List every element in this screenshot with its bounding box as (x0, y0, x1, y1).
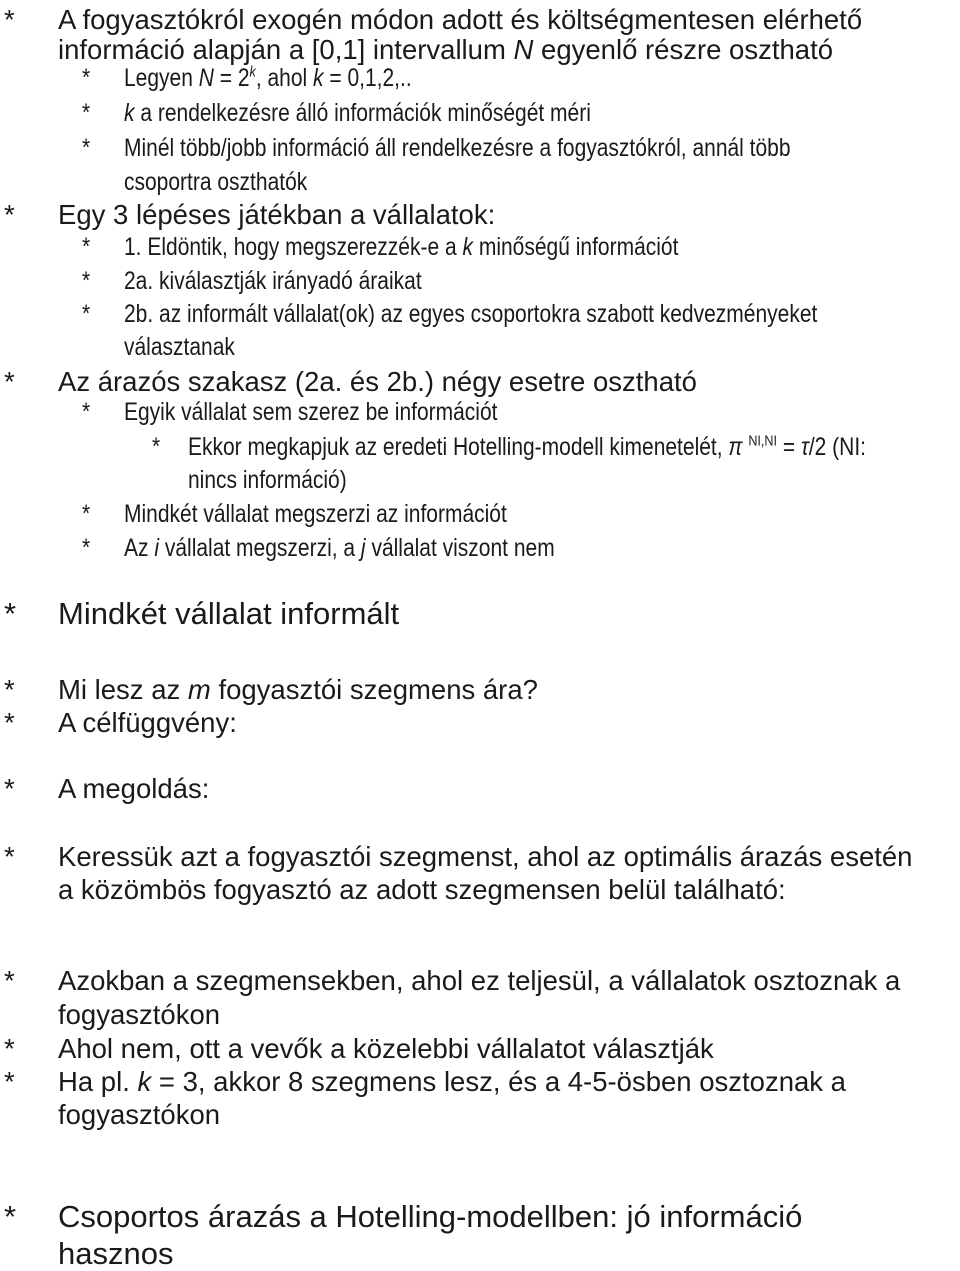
bullet-star: * (82, 300, 91, 328)
text-line-case-no-info: Egyik vállalat sem szerez be információt (124, 398, 498, 426)
text-line-case-one-info: Az i vállalat megszerzi, a j vállalat viszont nem (124, 534, 555, 562)
text-line-pricing-phase: Az árazós szakasz (2a. és 2b.) négy esetre osztható (58, 366, 697, 397)
text-line-three-step-game: Egy 3 lépéses játékban a vállalatok: (58, 199, 496, 230)
bullet-star: * (4, 1199, 17, 1234)
bullet-star: * (82, 500, 91, 528)
text-line-interval-split: információ alapján a [0,1] intervallum N egyenlő részre osztható (58, 34, 834, 65)
text-line-legyen-n: Legyen $N = 2^k$, ahol k = 0,1,2,.. (124, 63, 412, 92)
bullet-star: * (4, 596, 17, 631)
bullet-star: * (82, 233, 91, 261)
text-line-k-quality: k a rendelkezésre álló információk minőségét méri (124, 99, 591, 127)
text-line-step-2a: 2a. kiválasztják irányadó áraikat (124, 267, 422, 295)
bullet-star: * (82, 534, 91, 562)
text-line-step-1: 1. Eldöntik, hogy megszerezzék-e a k minőségű információt (124, 233, 679, 261)
text-line-step-2b: 2b. az informált vállalat(ok) az egyes csoportokra szabott kedvezményeket (124, 300, 818, 328)
bullet-star: * (4, 773, 15, 804)
text-line-example-cont: fogyasztókon (58, 1099, 221, 1130)
text-line-share-consumers-cont: fogyasztókon (58, 999, 221, 1030)
bullet-star: * (4, 366, 15, 397)
bullet-star: * (4, 1033, 15, 1064)
bullet-star: * (4, 4, 15, 35)
text-line-objective: A célfüggvény: (58, 707, 237, 738)
bullet-star: * (152, 433, 161, 461)
heading-conclusion: Csoportos árazás a Hotelling-modellben: jó információ (58, 1199, 803, 1234)
bullet-star: * (4, 674, 15, 705)
bullet-star: * (82, 99, 91, 127)
bullet-star: * (4, 1066, 15, 1097)
text-line-share-consumers: Azokban a szegmensekben, ahol ez teljesül, a vállalatok osztoznak a (58, 965, 901, 996)
text-line-hotelling-outcome: Ekkor megkapjuk az eredeti Hotelling-modell kimenetelét, π $^{NI,NI}$ = τ/2 (NI: (188, 432, 867, 461)
text-line-segment-price: Mi lesz az m fogyasztói szegmens ára? (58, 674, 538, 705)
text-line-search-segment: Keressük azt a fogyasztói szegmenst, ahol az optimális árazás esetén (58, 841, 913, 872)
text-line-step-2b-cont: választanak (124, 333, 235, 361)
bullet-star: * (82, 64, 91, 92)
text-line-example: Ha pl. k = 3, akkor 8 szegmens lesz, és a 4-5-ösben osztoznak a (58, 1066, 846, 1097)
bullet-star: * (82, 267, 91, 295)
text-line-more-info: Minél több/jobb információ áll rendelkezésre a fogyasztókról, annál több (124, 134, 791, 162)
text-line-more-info-cont: csoportra oszthatók (124, 168, 308, 196)
text-line-hotelling-outcome-cont: nincs információ) (188, 466, 347, 494)
heading-both-informed: Mindkét vállalat informált (58, 596, 400, 631)
text-line-search-segment-cont: a közömbös fogyasztó az adott szegmensen belül található: (58, 874, 786, 905)
bullet-star: * (4, 199, 15, 230)
text-line-exogenous-info: A fogyasztókról exogén módon adott és költségmentesen elérhető (58, 4, 863, 35)
bullet-star: * (4, 841, 15, 872)
bullet-star: * (82, 398, 91, 426)
text-line-closer-firm: Ahol nem, ott a vevők a közelebbi vállalatot választják (58, 1033, 714, 1064)
bullet-star: * (4, 707, 15, 738)
text-line-case-both-info: Mindkét vállalat megszerzi az információt (124, 500, 507, 528)
heading-conclusion-cont: hasznos (58, 1236, 174, 1271)
bullet-star: * (4, 965, 15, 996)
bullet-star: * (82, 134, 91, 162)
text-line-solution: A megoldás: (58, 773, 210, 804)
